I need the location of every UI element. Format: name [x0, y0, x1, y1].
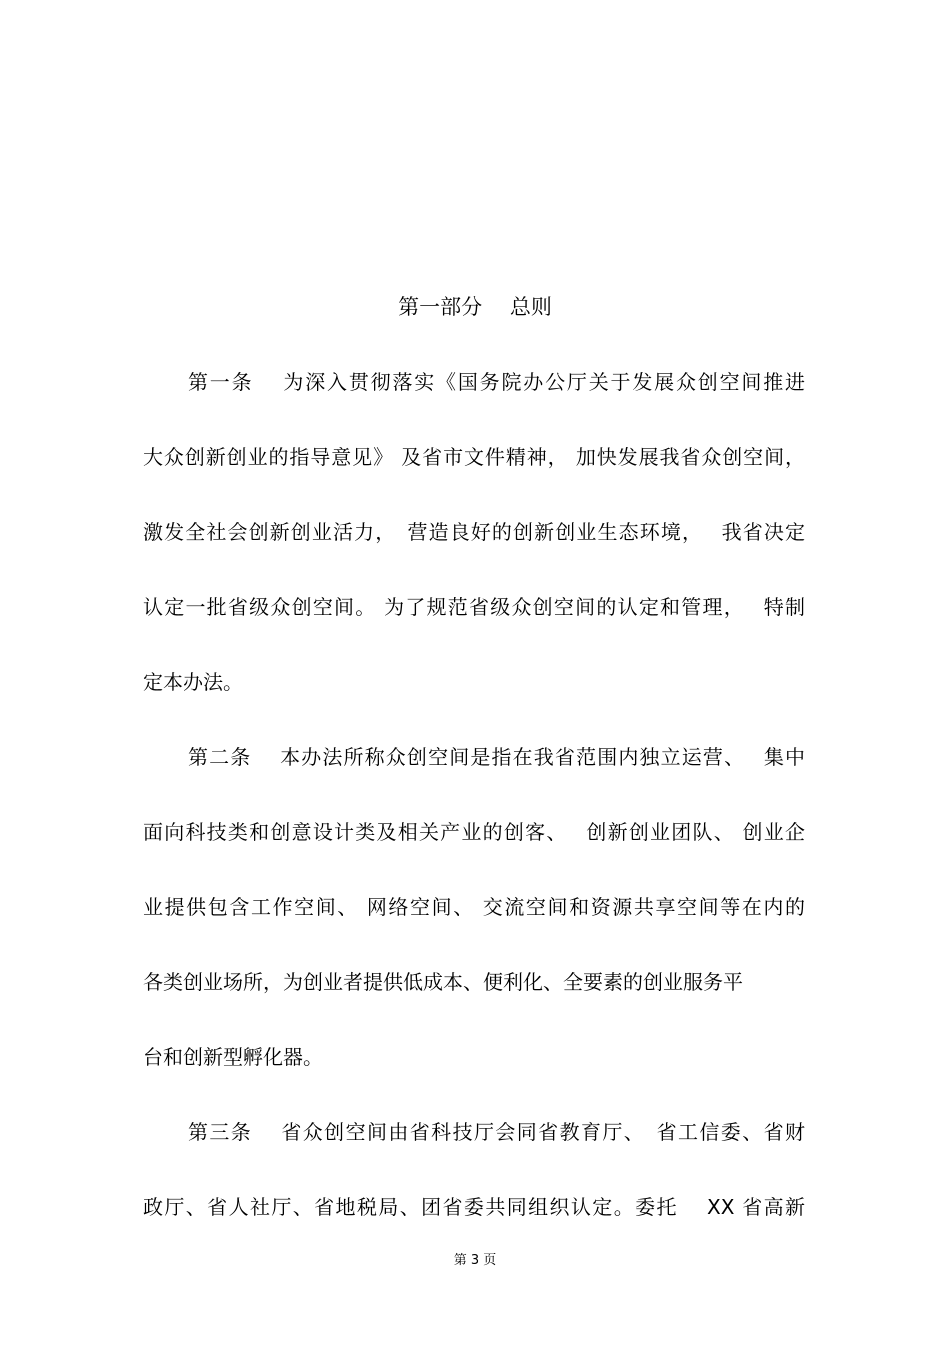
- paragraph-line: 各类创业场所，为创业者提供低成本、便利化、全要素的创业服务平: [143, 970, 743, 994]
- paragraph-line: 业提供包含工作空间、 网络空间、 交流空间和资源共享空间等在内的: [143, 895, 805, 919]
- paragraph-line: 台和创新型孵化器。: [143, 1045, 323, 1069]
- paragraph-line: 大众创新创业的指导意见》 及省市文件精神， 加快发展我省众创空间，: [143, 445, 805, 469]
- paragraph-line: 激发全社会创新创业活力， 营造良好的创新创业生态环境， 我省决定: [143, 520, 805, 544]
- paragraph-line: 第二条 本办法所称众创空间是指在我省范围内独立运营、 集中: [188, 745, 805, 769]
- paragraph-line: 认定一批省级众创空间。 为了规范省级众创空间的认定和管理， 特制: [143, 595, 805, 619]
- paragraph-line: 面向科技类和创意设计类及相关产业的创客、 创新创业团队、 创业企: [143, 820, 805, 844]
- paragraph-line: 第一条 为深入贯彻落实《国务院办公厅关于发展众创空间推进: [188, 370, 805, 394]
- paragraph-line: 定本办法。: [143, 670, 243, 694]
- page-number: 第 3 页: [453, 1253, 497, 1268]
- paragraph-line: 第三条 省众创空间由省科技厅会同省教育厅、 省工信委、省财: [188, 1120, 805, 1144]
- section-title: 第一部分 总则: [398, 295, 552, 319]
- paragraph-line: 政厅、省人社厅、省地税局、团省委共同组织认定。委托 XX 省高新: [143, 1195, 805, 1219]
